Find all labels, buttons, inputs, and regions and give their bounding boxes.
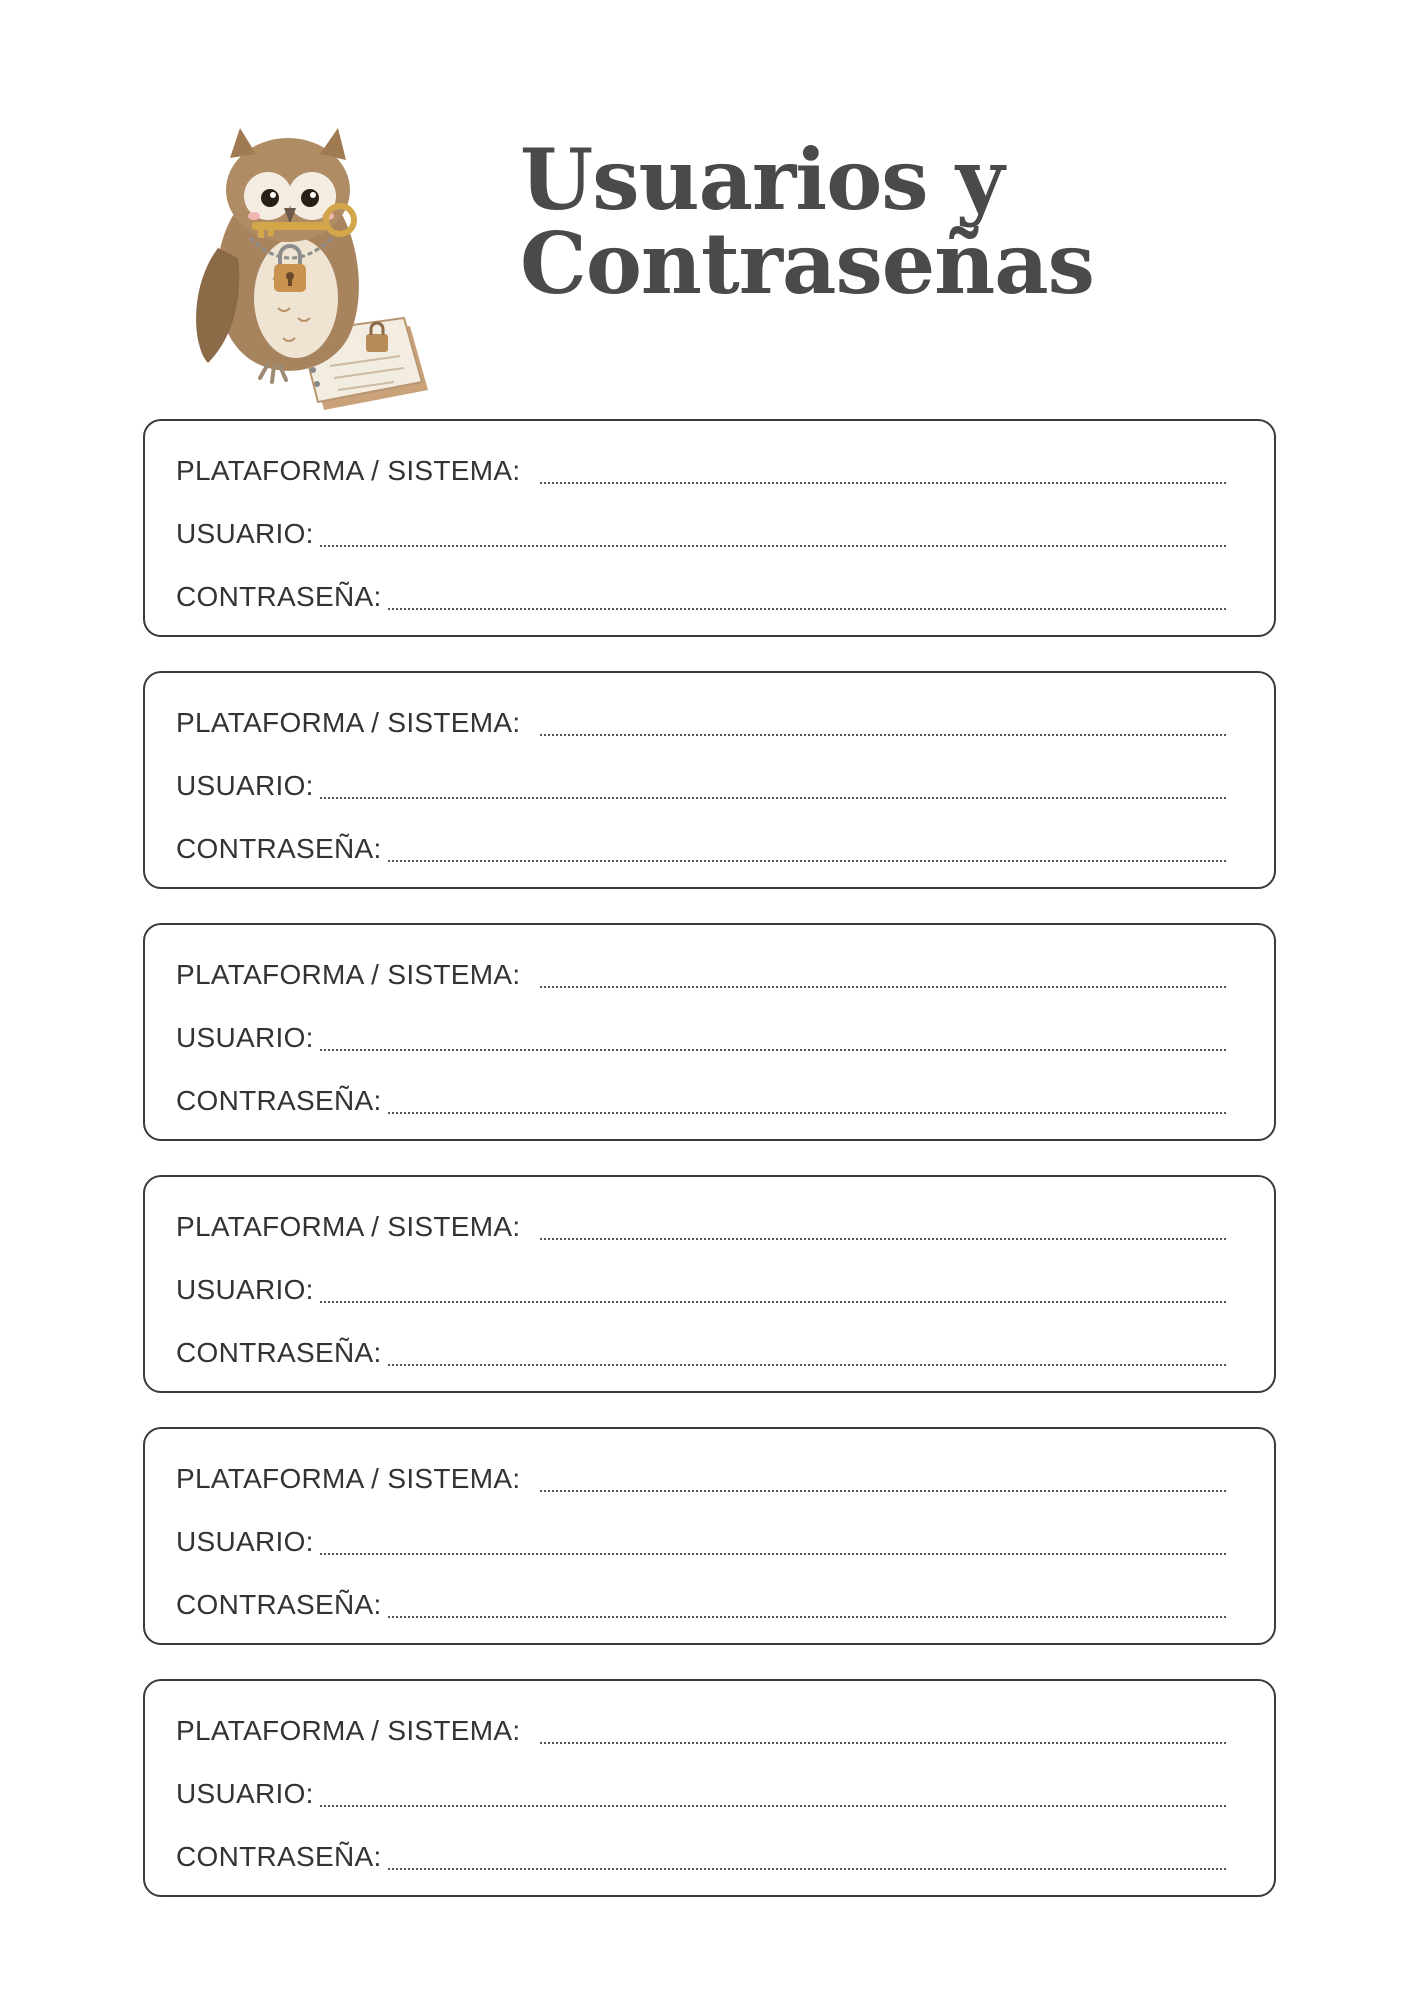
platform-label: PLATAFORMA / SISTEMA: [176,707,521,738]
platform-line[interactable] [540,1742,1226,1744]
user-field[interactable] [176,1766,1226,1811]
password-line[interactable] [388,1616,1226,1618]
user-label: USUARIO: [176,518,314,549]
user-label: USUARIO: [176,1778,314,1809]
platform-line[interactable] [540,986,1226,988]
platform-line[interactable] [540,1490,1226,1492]
platform-line[interactable] [540,482,1226,484]
platform-label: PLATAFORMA / SISTEMA: [176,1463,521,1494]
user-label: USUARIO: [176,1274,314,1305]
user-field[interactable] [176,1010,1226,1055]
platform-field[interactable] [176,695,1226,740]
password-field[interactable] [176,1325,1226,1370]
title-line-2: Contraseñas [520,214,1094,313]
password-field[interactable] [176,1073,1226,1118]
password-label: CONTRASEÑA: [176,1841,382,1872]
password-line[interactable] [388,1364,1226,1366]
user-field[interactable] [176,1262,1226,1307]
user-line[interactable] [320,1805,1226,1807]
credential-card [143,923,1276,1141]
password-field[interactable] [176,1577,1226,1622]
user-line[interactable] [320,797,1226,799]
password-line[interactable] [388,1112,1226,1114]
password-line[interactable] [388,1868,1226,1870]
owl-icon [196,128,359,371]
user-field[interactable] [176,506,1226,551]
platform-field[interactable] [176,1703,1226,1748]
user-line[interactable] [320,1553,1226,1555]
platform-field[interactable] [176,1451,1226,1496]
password-line[interactable] [388,608,1226,610]
title-line-1: Usuarios y [520,130,1004,229]
user-line[interactable] [320,1049,1226,1051]
platform-line[interactable] [540,734,1226,736]
password-label: CONTRASEÑA: [176,1589,382,1620]
user-label: USUARIO: [176,1526,314,1557]
credential-card [143,1427,1276,1645]
platform-label: PLATAFORMA / SISTEMA: [176,1715,521,1746]
platform-field[interactable] [176,443,1226,488]
credential-card [143,1679,1276,1897]
credentials-list [143,419,1276,1931]
user-field[interactable] [176,758,1226,803]
user-line[interactable] [320,545,1226,547]
page-title [520,130,1094,313]
credential-card [143,1175,1276,1393]
credential-card [143,671,1276,889]
user-line[interactable] [320,1301,1226,1303]
owl-with-key-and-padlock-icon [188,128,448,418]
password-field[interactable] [176,569,1226,614]
user-field[interactable] [176,1514,1226,1559]
password-field[interactable] [176,821,1226,866]
password-field[interactable] [176,1829,1226,1874]
password-line[interactable] [388,860,1226,862]
user-label: USUARIO: [176,1022,314,1053]
platform-label: PLATAFORMA / SISTEMA: [176,455,521,486]
password-label: CONTRASEÑA: [176,833,382,864]
platform-line[interactable] [540,1238,1226,1240]
platform-field[interactable] [176,1199,1226,1244]
platform-label: PLATAFORMA / SISTEMA: [176,1211,521,1242]
password-label: CONTRASEÑA: [176,581,382,612]
credential-card [143,419,1276,637]
platform-field[interactable] [176,947,1226,992]
password-label: CONTRASEÑA: [176,1085,382,1116]
password-label: CONTRASEÑA: [176,1337,382,1368]
user-label: USUARIO: [176,770,314,801]
platform-label: PLATAFORMA / SISTEMA: [176,959,521,990]
